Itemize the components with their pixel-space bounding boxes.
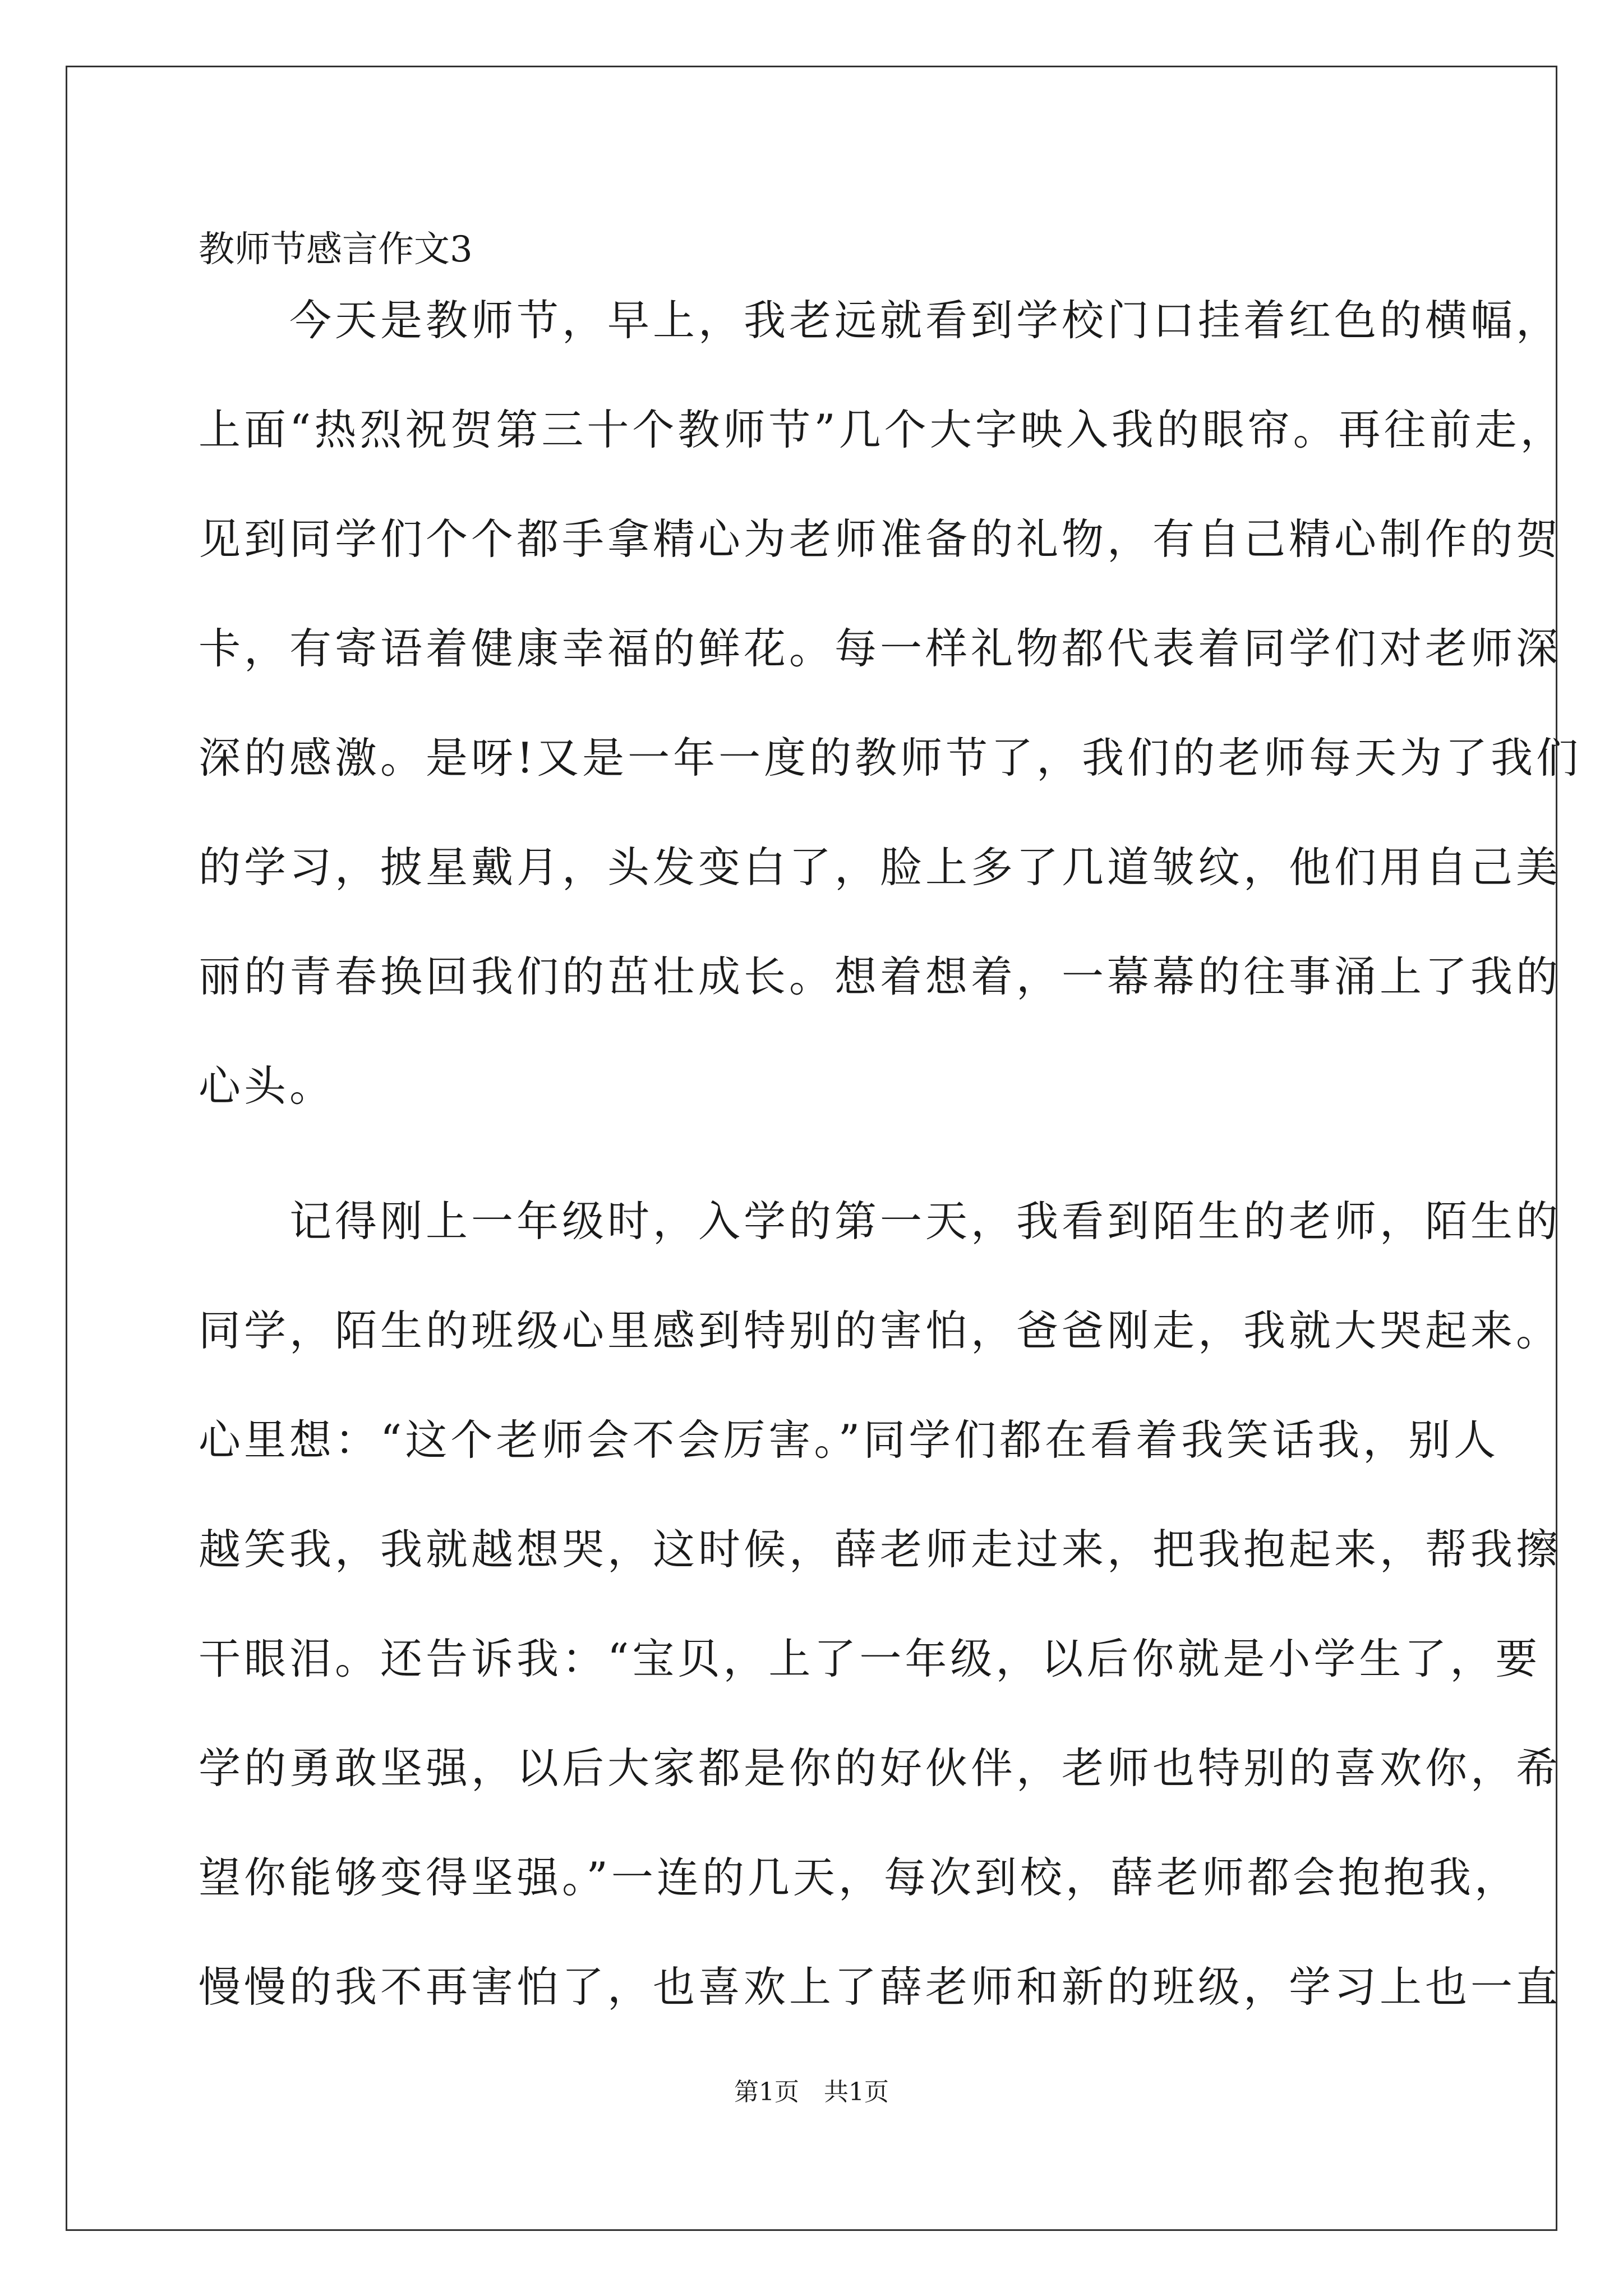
- paragraph-2: [199, 1167, 1561, 2042]
- text-line: 心里想：“这个老师会不会厉害。”同学们都在看着我笑话我，别人: [199, 1415, 1500, 1465]
- text-line: 的学习，披星戴月，头发变白了，脸上多了几道皱纹，他们用自己美: [199, 843, 1562, 892]
- text-line: 心头。: [199, 1061, 335, 1111]
- text-line: 同学，陌生的班级心里感到特别的害怕，爸爸刚走，我就大哭起来。: [199, 1306, 1562, 1355]
- text-line: 卡，有寄语着健康幸福的鲜花。每一样礼物都代表着同学们对老师深: [199, 624, 1562, 673]
- document-title: 教师节感言作文3: [199, 229, 473, 270]
- text-line: 越笑我，我就越想哭，这时候，薛老师走过来，把我抱起来，帮我擦: [199, 1525, 1562, 1574]
- text-line: 见到同学们个个都手拿精心为老师准备的礼物，有自己精心制作的贺: [199, 514, 1562, 564]
- text-line: 慢慢的我不再害怕了，也喜欢上了薛老师和新的班级，学习上也一直: [199, 1962, 1562, 2012]
- text-line: 今天是教师节，早上，我老远就看到学校门口挂着红色的横幅，: [199, 296, 1562, 345]
- text-line: 干眼泪。还告诉我：“宝贝，上了一年级，以后你就是小学生了，要: [199, 1634, 1541, 1683]
- text-line: 上面“热烈祝贺第三十个教师节”几个大字映入我的眼帘。再往前走，: [199, 405, 1566, 454]
- text-line: 学的勇敢坚强，以后大家都是你的好伙伴，老师也特别的喜欢你，希: [199, 1743, 1562, 1793]
- text-line: 望你能够变得坚强。”一连的几天，每次到校，薛老师都会抱抱我，: [199, 1853, 1520, 1902]
- paragraph-1: [199, 266, 1581, 1141]
- text-line: 深的感激。是呀!又是一年一度的教师节了，我们的老师每天为了我们: [199, 733, 1582, 783]
- text-line: 记得刚上一年级时，入学的第一天，我看到陌生的老师，陌生的: [199, 1197, 1562, 1246]
- text-line: 丽的青春换回我们的茁壮成长。想着想着，一幕幕的往事涌上了我的: [199, 952, 1562, 1001]
- page-number-footer: 第1页 共1页: [734, 2078, 889, 2106]
